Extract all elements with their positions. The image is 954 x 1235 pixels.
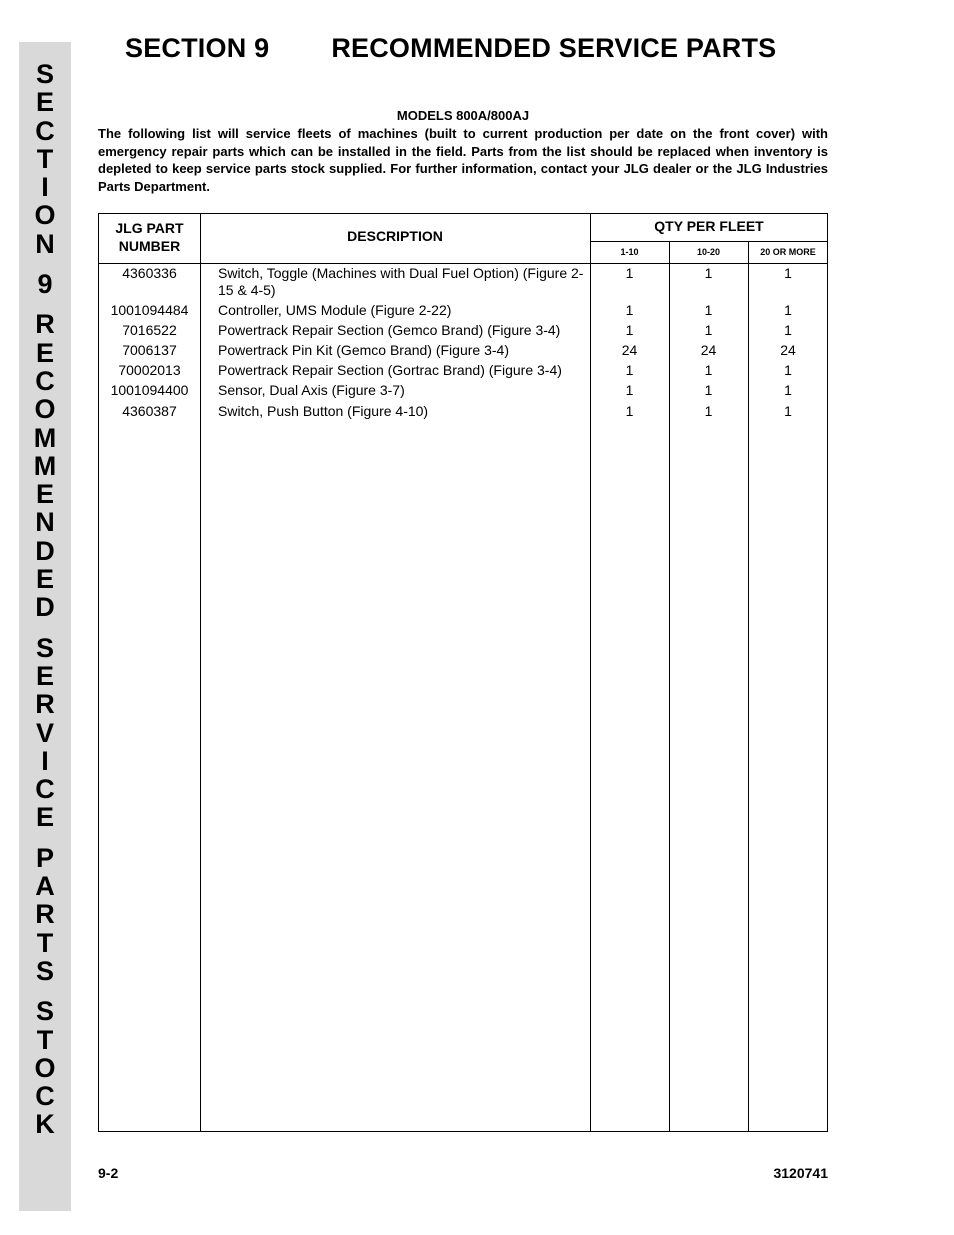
page-title bbox=[125, 33, 776, 64]
side-tab-letter: D bbox=[35, 592, 55, 623]
qty-1-10-cell: 1 bbox=[625, 382, 634, 398]
part-number-cell: 1001094484 bbox=[110, 302, 189, 318]
qty-20-or-more-cell: 1 bbox=[784, 382, 792, 398]
qty-1-10-cell: 1 bbox=[625, 302, 634, 318]
description-cell: Switch, Toggle (Machines with Dual Fuel Option) (Figure 2-15 & 4-5) bbox=[218, 265, 584, 298]
qty-1-10-cell: 24 bbox=[621, 342, 638, 358]
side-tab-letter: S bbox=[35, 996, 54, 1027]
description-cell: Sensor, Dual Axis (Figure 3-7) bbox=[218, 382, 405, 398]
side-tab-letter: R bbox=[35, 899, 55, 930]
header-part-number: JLG PART NUMBER bbox=[115, 220, 184, 254]
qty-10-20-cell: 1 bbox=[704, 382, 713, 398]
side-tab-letter: E bbox=[35, 564, 54, 595]
qty-20-or-more-cell: 1 bbox=[784, 302, 792, 318]
side-tab-letter: E bbox=[35, 660, 54, 691]
description-cell: Powertrack Repair Section (Gortrac Brand) (Figure 3-4) bbox=[218, 362, 562, 378]
qty-10-20-cell: 1 bbox=[704, 302, 713, 318]
side-tab-letter: C bbox=[35, 1081, 55, 1112]
header-bottom-divider bbox=[99, 263, 828, 264]
side-tab-letter: R bbox=[35, 309, 55, 340]
document-number: 3120741 bbox=[773, 1165, 828, 1181]
qty-20-or-more-cell: 1 bbox=[784, 322, 792, 338]
side-tab-letter: E bbox=[35, 802, 54, 833]
qty-10-20-cell: 1 bbox=[704, 362, 713, 378]
side-tab-letter: M bbox=[33, 450, 57, 481]
part-number-cell: 7006137 bbox=[122, 342, 177, 358]
qty-1-10-cell: 1 bbox=[625, 362, 634, 378]
side-tab-letter: I bbox=[41, 172, 49, 203]
side-tab-letter: 9 bbox=[37, 269, 53, 300]
section-title: RECOMMENDED SERVICE PARTS bbox=[331, 33, 777, 63]
side-tab-letter: S bbox=[35, 59, 54, 89]
side-tab-letter: C bbox=[35, 774, 55, 805]
qty-header-divider bbox=[590, 241, 828, 242]
side-tab-letter: D bbox=[35, 535, 55, 566]
description-cell: Switch, Push Button (Figure 4-10) bbox=[218, 403, 429, 419]
qty-10-20-cell: 1 bbox=[704, 322, 713, 338]
models-heading: MODELS 800A/800AJ bbox=[396, 108, 530, 123]
intro-paragraph: The following list will service fleets of machines (built to current production per date on the front cover) with emergency repair parts which can be installed in the field. Parts from the list should be replaced when inventory is depleted to keep service parts stock supplied. For further information, contact your JLG dealer or the JLG Industries Parts Department. bbox=[98, 126, 828, 194]
description-cell: Powertrack Repair Section (Gemco Brand) (Figure 3-4) bbox=[218, 322, 561, 338]
part-number-cell: 4360336 bbox=[122, 265, 177, 281]
description-cell: Controller, UMS Module (Figure 2-22) bbox=[218, 302, 452, 318]
side-tab-letter: C bbox=[35, 115, 55, 146]
side-tab-letter: N bbox=[35, 228, 55, 259]
side-tab-letter: I bbox=[41, 745, 49, 776]
qty-10-20-cell: 1 bbox=[704, 265, 713, 281]
side-tab-letter: E bbox=[35, 337, 54, 368]
section-side-tab bbox=[19, 42, 71, 1211]
side-tab-letter: K bbox=[35, 1109, 55, 1140]
side-tab-letter: E bbox=[35, 479, 54, 510]
side-tab-letter: T bbox=[36, 143, 54, 174]
side-tab-letter: A bbox=[35, 871, 55, 902]
column-divider bbox=[200, 214, 201, 1131]
side-tab-letter: N bbox=[35, 507, 55, 538]
qty-1-10-cell: 1 bbox=[625, 265, 634, 281]
header-qty-20-or-more: 20 OR MORE bbox=[760, 247, 816, 257]
part-number-cell: 4360387 bbox=[122, 403, 177, 419]
qty-20-or-more-cell: 24 bbox=[780, 342, 796, 358]
header-qty-10-20: 10-20 bbox=[696, 247, 721, 257]
header-description: DESCRIPTION bbox=[347, 228, 443, 244]
side-tab-letter: V bbox=[35, 717, 54, 748]
section-label: SECTION 9 bbox=[125, 33, 270, 63]
side-tab-letter: E bbox=[35, 87, 54, 118]
parts-table bbox=[98, 213, 828, 1132]
header-qty-1-10: 1-10 bbox=[620, 247, 639, 257]
description-cell: Powertrack Pin Kit (Gemco Brand) (Figure 3-4) bbox=[218, 342, 509, 358]
qty-1-10-cell: 1 bbox=[625, 403, 634, 419]
part-number-cell: 7016522 bbox=[122, 322, 177, 338]
side-tab-letter: S bbox=[35, 955, 54, 986]
page-number: 9-2 bbox=[98, 1165, 119, 1181]
side-tab-letter: T bbox=[36, 1024, 54, 1055]
side-tab-letter: T bbox=[36, 927, 54, 958]
qty-20-or-more-cell: 1 bbox=[784, 403, 792, 419]
qty-20-or-more-cell: 1 bbox=[784, 265, 792, 281]
side-tab-letter: P bbox=[35, 842, 54, 873]
side-tab-letter: R bbox=[35, 689, 55, 720]
side-tab-letter: M bbox=[33, 422, 57, 453]
side-tab-letter: O bbox=[34, 200, 56, 231]
side-tab-letter: O bbox=[34, 394, 56, 425]
qty-1-10-cell: 1 bbox=[625, 322, 634, 338]
side-tab-letter: C bbox=[35, 365, 55, 396]
side-tab-letters bbox=[19, 60, 71, 1139]
header-qty-per-fleet: QTY PER FLEET bbox=[654, 218, 764, 234]
qty-20-or-more-cell: 1 bbox=[784, 362, 792, 378]
part-number-cell: 70002013 bbox=[118, 362, 181, 378]
part-number-cell: 1001094400 bbox=[110, 382, 189, 398]
side-tab-letter: S bbox=[35, 632, 54, 663]
qty-10-20-cell: 24 bbox=[700, 342, 717, 358]
qty-10-20-cell: 1 bbox=[704, 403, 713, 419]
side-tab-letter: O bbox=[34, 1052, 56, 1083]
